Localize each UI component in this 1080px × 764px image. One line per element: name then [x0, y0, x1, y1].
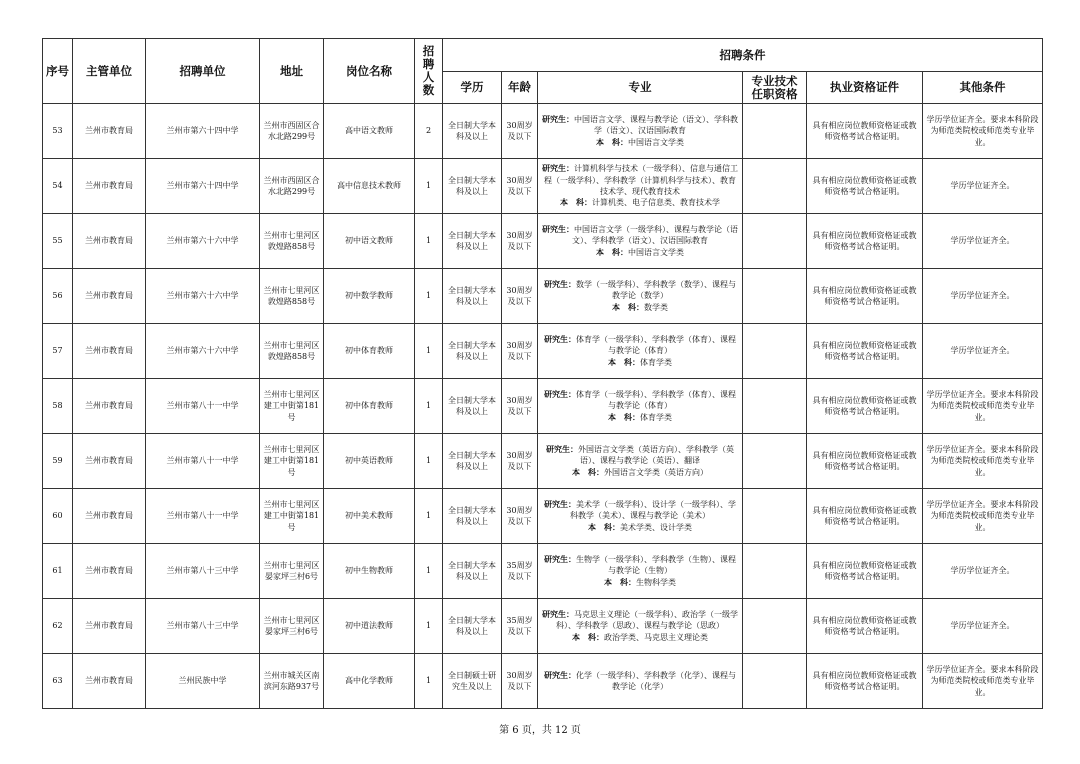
cell-tech	[743, 654, 807, 709]
table-row	[43, 379, 1043, 434]
cell-dept: 兰州市教育局	[73, 544, 146, 599]
major-level-label: 研究生：	[542, 164, 574, 174]
table-row	[43, 599, 1043, 654]
major-list: 外国语言文学类（英语方向）	[604, 467, 708, 477]
table-row	[43, 654, 1043, 709]
major-level-label: 本 科：	[608, 412, 640, 422]
major-list: 生物科学类	[636, 577, 676, 587]
cell-cert: 具有相应岗位教师资格证或教师资格考试合格证明。	[807, 324, 923, 379]
major-list: 数学类	[644, 302, 668, 312]
table-row	[43, 104, 1043, 159]
major-level-label: 研究生：	[544, 670, 576, 680]
cell-unit: 兰州市第六十四中学	[146, 159, 260, 214]
header-row-top	[43, 39, 1043, 72]
cell-edu: 全日制大学本科及以上	[443, 379, 502, 434]
major-level-label: 本 科：	[612, 302, 644, 312]
cell-cert: 具有相应岗位教师资格证或教师资格考试合格证明。	[807, 104, 923, 159]
cell-major	[538, 104, 743, 159]
cell-unit: 兰州市第六十六中学	[146, 269, 260, 324]
cell-cert: 具有相应岗位教师资格证或教师资格考试合格证明。	[807, 489, 923, 544]
major-list: 计算机类、电子信息类、教育技术学	[592, 198, 720, 208]
major-level-label: 研究生：	[544, 280, 576, 290]
header-tech: 专业技术任职资格	[743, 72, 807, 104]
cell-count: 1	[415, 489, 443, 544]
cell-dept: 兰州市教育局	[73, 104, 146, 159]
cell-cert: 具有相应岗位教师资格证或教师资格考试合格证明。	[807, 654, 923, 709]
cell-dept: 兰州市教育局	[73, 654, 146, 709]
table-row	[43, 159, 1043, 214]
cell-cert: 具有相应岗位教师资格证或教师资格考试合格证明。	[807, 269, 923, 324]
cell-tech	[743, 434, 807, 489]
cell-major	[538, 544, 743, 599]
major-list: 化学（一级学科）、学科教学（化学）、课程与教学论（化学）	[576, 670, 736, 691]
cell-seq: 54	[43, 159, 73, 214]
cell-position: 高中化学教师	[324, 654, 415, 709]
cell-age: 35周岁及以下	[502, 544, 538, 599]
major-level-label: 研究生：	[544, 500, 576, 510]
cell-count: 1	[415, 434, 443, 489]
table-body	[43, 104, 1043, 709]
cell-other: 学历学位证齐全。	[923, 544, 1043, 599]
major-level-label: 研究生：	[546, 445, 578, 455]
cell-major	[538, 654, 743, 709]
cell-seq: 58	[43, 379, 73, 434]
cell-count: 1	[415, 324, 443, 379]
cell-other: 学历学位证齐全。要求本科阶段为师范类院校或师范类专业毕业。	[923, 489, 1043, 544]
cell-position: 初中美术教师	[324, 489, 415, 544]
major-level-label: 本 科：	[572, 467, 604, 477]
cell-position: 高中语文教师	[324, 104, 415, 159]
cell-tech	[743, 104, 807, 159]
major-level-label: 本 科：	[608, 357, 640, 367]
cell-position: 初中英语教师	[324, 434, 415, 489]
cell-edu: 全日制大学本科及以上	[443, 544, 502, 599]
cell-seq: 60	[43, 489, 73, 544]
major-level-label: 研究生：	[544, 335, 576, 345]
cell-dept: 兰州市教育局	[73, 599, 146, 654]
major-list: 生物学（一级学科）、学科教学（生物）、课程与教学论（生物）	[576, 555, 736, 576]
major-level-label: 研究生：	[542, 225, 574, 235]
cell-position: 初中道法教师	[324, 599, 415, 654]
major-level-label: 本 科：	[560, 198, 592, 208]
major-list: 中国语言文学、课程与教学论（语文）、学科教学（语文）、汉语国际教育	[574, 115, 738, 136]
cell-unit: 兰州市第六十四中学	[146, 104, 260, 159]
major-list: 中国语言文学类	[628, 247, 684, 257]
cell-age: 30周岁及以下	[502, 434, 538, 489]
cell-tech	[743, 214, 807, 269]
cell-edu: 全日制大学本科及以上	[443, 214, 502, 269]
major-level-label: 本 科：	[572, 632, 604, 642]
major-list: 体育学（一级学科）、学科教学（体育）、课程与教学论（体育）	[576, 335, 736, 356]
major-level-label: 本 科：	[596, 247, 628, 257]
cell-dept: 兰州市教育局	[73, 159, 146, 214]
cell-dept: 兰州市教育局	[73, 324, 146, 379]
cell-addr: 兰州市七里河区建工中街第181号	[260, 434, 324, 489]
cell-addr: 兰州市七里河区建工中街第181号	[260, 489, 324, 544]
cell-dept: 兰州市教育局	[73, 379, 146, 434]
cell-tech	[743, 159, 807, 214]
table-row	[43, 324, 1043, 379]
cell-dept: 兰州市教育局	[73, 434, 146, 489]
cell-unit: 兰州市第八十一中学	[146, 434, 260, 489]
cell-tech	[743, 269, 807, 324]
cell-addr: 兰州市七里河区敦煌路858号	[260, 214, 324, 269]
cell-major	[538, 434, 743, 489]
cell-age: 30周岁及以下	[502, 269, 538, 324]
cell-age: 30周岁及以下	[502, 379, 538, 434]
header-age: 年龄	[502, 72, 538, 104]
major-list: 中国语言文学类	[628, 137, 684, 147]
major-list: 计算机科学与技术（一级学科）、信息与通信工程（一级学科）、学科教学（计算机科学与技术）、教育技术学、现代教育技术	[544, 164, 738, 196]
major-list: 美术学类、设计学类	[620, 522, 692, 532]
page-footer: 第 6 页，共 12 页	[499, 725, 581, 736]
cell-edu: 全日制大学本科及以上	[443, 434, 502, 489]
cell-count: 1	[415, 599, 443, 654]
cell-major	[538, 379, 743, 434]
cell-edu: 全日制大学本科及以上	[443, 324, 502, 379]
cell-unit: 兰州市第八十一中学	[146, 379, 260, 434]
cell-dept: 兰州市教育局	[73, 214, 146, 269]
cell-position: 初中体育教师	[324, 324, 415, 379]
cell-cert: 具有相应岗位教师资格证或教师资格考试合格证明。	[807, 544, 923, 599]
header-count: 招聘人数	[415, 39, 443, 104]
header-edu: 学历	[443, 72, 502, 104]
cell-unit: 兰州市第八十三中学	[146, 599, 260, 654]
major-list: 体育学类	[640, 357, 672, 367]
cell-addr: 兰州市西固区合水北路299号	[260, 104, 324, 159]
cell-other: 学历学位证齐全。要求本科阶段为师范类院校或师范类专业毕业。	[923, 104, 1043, 159]
cell-cert: 具有相应岗位教师资格证或教师资格考试合格证明。	[807, 159, 923, 214]
header-conditions: 招聘条件	[443, 39, 1043, 72]
recruitment-table	[42, 38, 1043, 709]
cell-other: 学历学位证齐全。要求本科阶段为师范类院校或师范类专业毕业。	[923, 434, 1043, 489]
cell-other: 学历学位证齐全。	[923, 269, 1043, 324]
cell-addr: 兰州市七里河区晏家坪三村6号	[260, 544, 324, 599]
cell-dept: 兰州市教育局	[73, 269, 146, 324]
cell-age: 30周岁及以下	[502, 654, 538, 709]
cell-seq: 53	[43, 104, 73, 159]
cell-addr: 兰州市七里河区晏家坪三村6号	[260, 599, 324, 654]
cell-count: 1	[415, 214, 443, 269]
cell-age: 30周岁及以下	[502, 324, 538, 379]
cell-seq: 63	[43, 654, 73, 709]
cell-edu: 全日制硕士研究生及以上	[443, 654, 502, 709]
cell-seq: 59	[43, 434, 73, 489]
major-list: 外国语言文学类（英语方向）、学科教学（英语）、课程与教学论（英语）、翻译	[578, 445, 734, 466]
major-list: 数学（一级学科）、学科教学（数学）、课程与教学论（数学）	[576, 280, 736, 301]
cell-major	[538, 599, 743, 654]
cell-unit: 兰州市第八十一中学	[146, 489, 260, 544]
cell-other: 学历学位证齐全。	[923, 159, 1043, 214]
cell-cert: 具有相应岗位教师资格证或教师资格考试合格证明。	[807, 379, 923, 434]
cell-addr: 兰州市西固区合水北路299号	[260, 159, 324, 214]
cell-count: 1	[415, 269, 443, 324]
cell-other: 学历学位证齐全。	[923, 599, 1043, 654]
cell-edu: 全日制大学本科及以上	[443, 159, 502, 214]
table-row	[43, 434, 1043, 489]
major-level-label: 研究生：	[544, 555, 576, 565]
cell-position: 高中信息技术教师	[324, 159, 415, 214]
cell-other: 学历学位证齐全。要求本科阶段为师范类院校或师范类专业毕业。	[923, 654, 1043, 709]
cell-count: 2	[415, 104, 443, 159]
major-level-label: 研究生：	[544, 390, 576, 400]
cell-major	[538, 324, 743, 379]
cell-position: 初中体育教师	[324, 379, 415, 434]
cell-age: 30周岁及以下	[502, 159, 538, 214]
cell-seq: 62	[43, 599, 73, 654]
cell-unit: 兰州市第六十六中学	[146, 214, 260, 269]
cell-unit: 兰州市第六十六中学	[146, 324, 260, 379]
cell-major	[538, 489, 743, 544]
cell-unit: 兰州市第八十三中学	[146, 544, 260, 599]
major-list: 中国语言文学（一级学科）、课程与教学论（语文）、学科教学（语文）、汉语国际教育	[572, 225, 738, 246]
cell-other: 学历学位证齐全。要求本科阶段为师范类院校或师范类专业毕业。	[923, 379, 1043, 434]
major-list: 美术学（一级学科）、设计学（一级学科）、学科教学（美术）、课程与教学论（美术）	[570, 500, 736, 521]
cell-cert: 具有相应岗位教师资格证或教师资格考试合格证明。	[807, 434, 923, 489]
header-position: 岗位名称	[324, 39, 415, 104]
table-row	[43, 269, 1043, 324]
table-row	[43, 544, 1043, 599]
cell-count: 1	[415, 379, 443, 434]
cell-tech	[743, 599, 807, 654]
cell-seq: 57	[43, 324, 73, 379]
cell-edu: 全日制大学本科及以上	[443, 599, 502, 654]
major-list: 政治学类、马克思主义理论类	[604, 632, 708, 642]
header-unit: 招聘单位	[146, 39, 260, 104]
major-level-label: 研究生：	[542, 610, 574, 620]
cell-cert: 具有相应岗位教师资格证或教师资格考试合格证明。	[807, 214, 923, 269]
cell-dept: 兰州市教育局	[73, 489, 146, 544]
major-list: 体育学（一级学科）、学科教学（体育）、课程与教学论（体育）	[576, 390, 736, 411]
cell-age: 30周岁及以下	[502, 104, 538, 159]
cell-unit: 兰州民族中学	[146, 654, 260, 709]
header-addr: 地址	[260, 39, 324, 104]
cell-tech	[743, 379, 807, 434]
cell-major	[538, 269, 743, 324]
cell-tech	[743, 489, 807, 544]
cell-position: 初中数学教师	[324, 269, 415, 324]
header-dept: 主管单位	[73, 39, 146, 104]
major-level-label: 研究生：	[542, 115, 574, 125]
cell-count: 1	[415, 544, 443, 599]
cell-age: 30周岁及以下	[502, 489, 538, 544]
cell-other: 学历学位证齐全。	[923, 214, 1043, 269]
cell-edu: 全日制大学本科及以上	[443, 269, 502, 324]
cell-edu: 全日制大学本科及以上	[443, 489, 502, 544]
major-list: 马克思主义理论（一级学科）、政治学（一级学科）、学科教学（思政）、课程与教学论（思政）	[556, 610, 738, 631]
major-list: 体育学类	[640, 412, 672, 422]
major-level-label: 本 科：	[596, 137, 628, 147]
cell-addr: 兰州市七里河区建工中街第181号	[260, 379, 324, 434]
cell-seq: 61	[43, 544, 73, 599]
major-level-label: 本 科：	[588, 522, 620, 532]
cell-age: 30周岁及以下	[502, 214, 538, 269]
cell-cert: 具有相应岗位教师资格证或教师资格考试合格证明。	[807, 599, 923, 654]
cell-count: 1	[415, 654, 443, 709]
header-other: 其他条件	[923, 72, 1043, 104]
cell-seq: 55	[43, 214, 73, 269]
cell-major	[538, 159, 743, 214]
major-level-label: 本 科：	[604, 577, 636, 587]
cell-major	[538, 214, 743, 269]
table-row	[43, 489, 1043, 544]
header-cert: 执业资格证件	[807, 72, 923, 104]
cell-position: 初中语文教师	[324, 214, 415, 269]
cell-seq: 56	[43, 269, 73, 324]
cell-other: 学历学位证齐全。	[923, 324, 1043, 379]
header-major: 专业	[538, 72, 743, 104]
table-row	[43, 214, 1043, 269]
cell-addr: 兰州市七里河区敦煌路858号	[260, 269, 324, 324]
cell-addr: 兰州市城关区南滨河东路937号	[260, 654, 324, 709]
cell-position: 初中生物教师	[324, 544, 415, 599]
cell-tech	[743, 324, 807, 379]
cell-age: 35周岁及以下	[502, 599, 538, 654]
header-seq: 序号	[43, 39, 73, 104]
cell-edu: 全日制大学本科及以上	[443, 104, 502, 159]
cell-addr: 兰州市七里河区敦煌路858号	[260, 324, 324, 379]
cell-tech	[743, 544, 807, 599]
cell-count: 1	[415, 159, 443, 214]
